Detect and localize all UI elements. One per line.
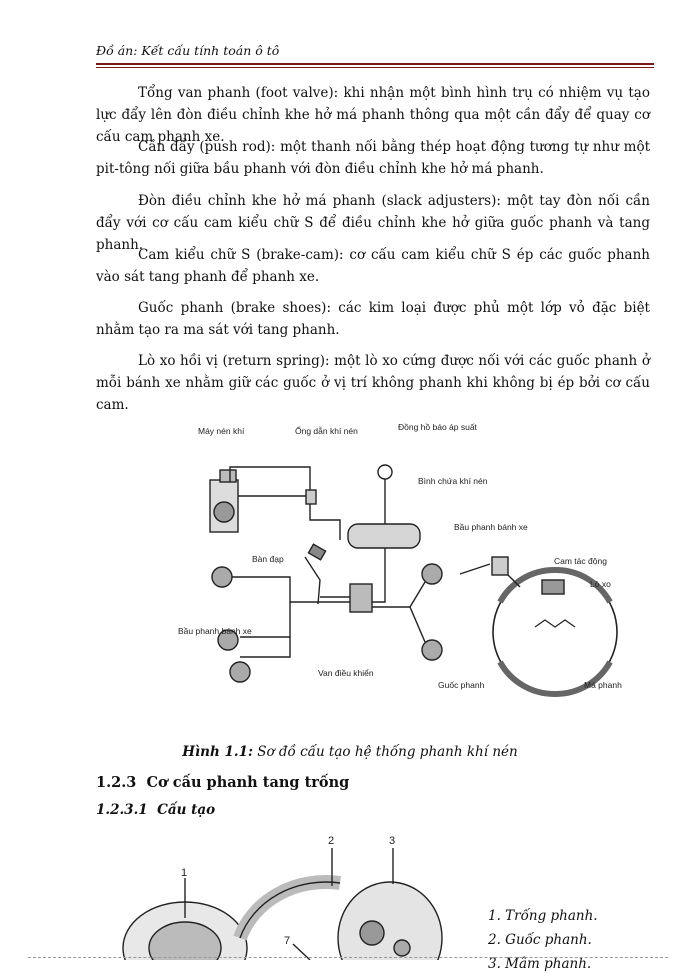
caption-prefix: Hình 1.1: [182,744,253,760]
callout-3: 3 [389,835,396,847]
page-header: Đồ án: Kết cấu tính toán ô tô [96,43,280,58]
air-brake-diagram [170,412,640,702]
drum-brake-illustration [110,828,470,960]
label-lining: Má phanh [584,680,622,690]
label-chamber-left: Bầu phanh bánh xe [178,626,252,636]
subsection-title: Cấu tạo [157,802,216,818]
callout-1: 1 [181,867,188,879]
label-cam: Cam tác động [554,556,607,566]
label-compressor: Máy nén khí [198,426,245,436]
label-gauge: Đồng hồ báo áp suất [398,422,477,432]
legend-item-3: 3. Mâm phanh. [488,956,592,972]
label-tank: Bình chứa khí nén [418,476,488,486]
subsection-number: 1.2.3.1 [96,802,148,818]
section-heading [96,774,349,791]
header-rule-thin [96,67,654,68]
callout-7: 7 [284,935,291,947]
label-spring: Lò xo [590,579,611,589]
subsection-heading [96,802,215,818]
section-number: 1.2.3 [96,774,137,791]
page-break-line [28,957,668,958]
label-pipe: Ống dẫn khí nén [295,426,358,436]
paragraph-return-spring: Lò xo hồi vị (return spring): một lò xo cứng được nối với các guốc phanh ở mỗi bánh xe nhằm giữ các guốc ở vị trí không phanh khi không bị ép bởi cơ cấu cam. [96,353,650,413]
figure-legend [488,904,598,976]
label-chamber-right: Bầu phanh bánh xe [454,522,528,532]
callout-2: 2 [328,835,335,847]
label-shoe: Guốc phanh [438,680,485,690]
paragraph-brake-shoes: Guốc phanh (brake shoes): các kim loại được phủ một lớp vỏ đặc biệt nhằm tạo ra ma sát với tang phanh. [96,300,650,338]
paragraph-foot-valve: Tổng van phanh (foot valve): khi nhận một bình hình trụ có nhiệm vụ tạo lực đẩy lên đòn điều chỉnh khe hở má phanh thông qua một cần đẩy để quay cơ cấu cam phanh xe. [96,85,650,145]
section-title: Cơ cấu phanh tang trống [146,774,350,791]
caption-text: Sơ đồ cấu tạo hệ thống phanh khí nén [252,744,518,760]
paragraph-brake-cam: Cam kiểu chữ S (brake-cam): cơ cấu cam kiểu chữ S ép các guốc phanh vào sát tang phanh để phanh xe. [96,247,650,285]
header-rule [96,63,654,65]
paragraph-slack-adjusters: Đòn điều chỉnh khe hở má phanh (slack adjusters): một tay đòn nối cần đẩy với cơ cấu cam kiểu chữ S để điều chỉnh khe hở giữa guốc phanh và tang phanh. [96,193,650,253]
legend-item-1: 1. Trống phanh. [488,908,598,924]
legend-item-2: 2. Guốc phanh. [488,932,592,948]
figure-caption [0,744,700,760]
label-pedal: Bàn đạp [252,554,284,564]
paragraph-push-rod: Cần đẩy (push rod): một thanh nối bằng thép hoạt động tương tự như một pit-tông nối giữa bầu phanh với đòn điều chỉnh khe hở má phanh. [96,139,650,177]
label-valve: Van điều khiển [318,668,374,678]
